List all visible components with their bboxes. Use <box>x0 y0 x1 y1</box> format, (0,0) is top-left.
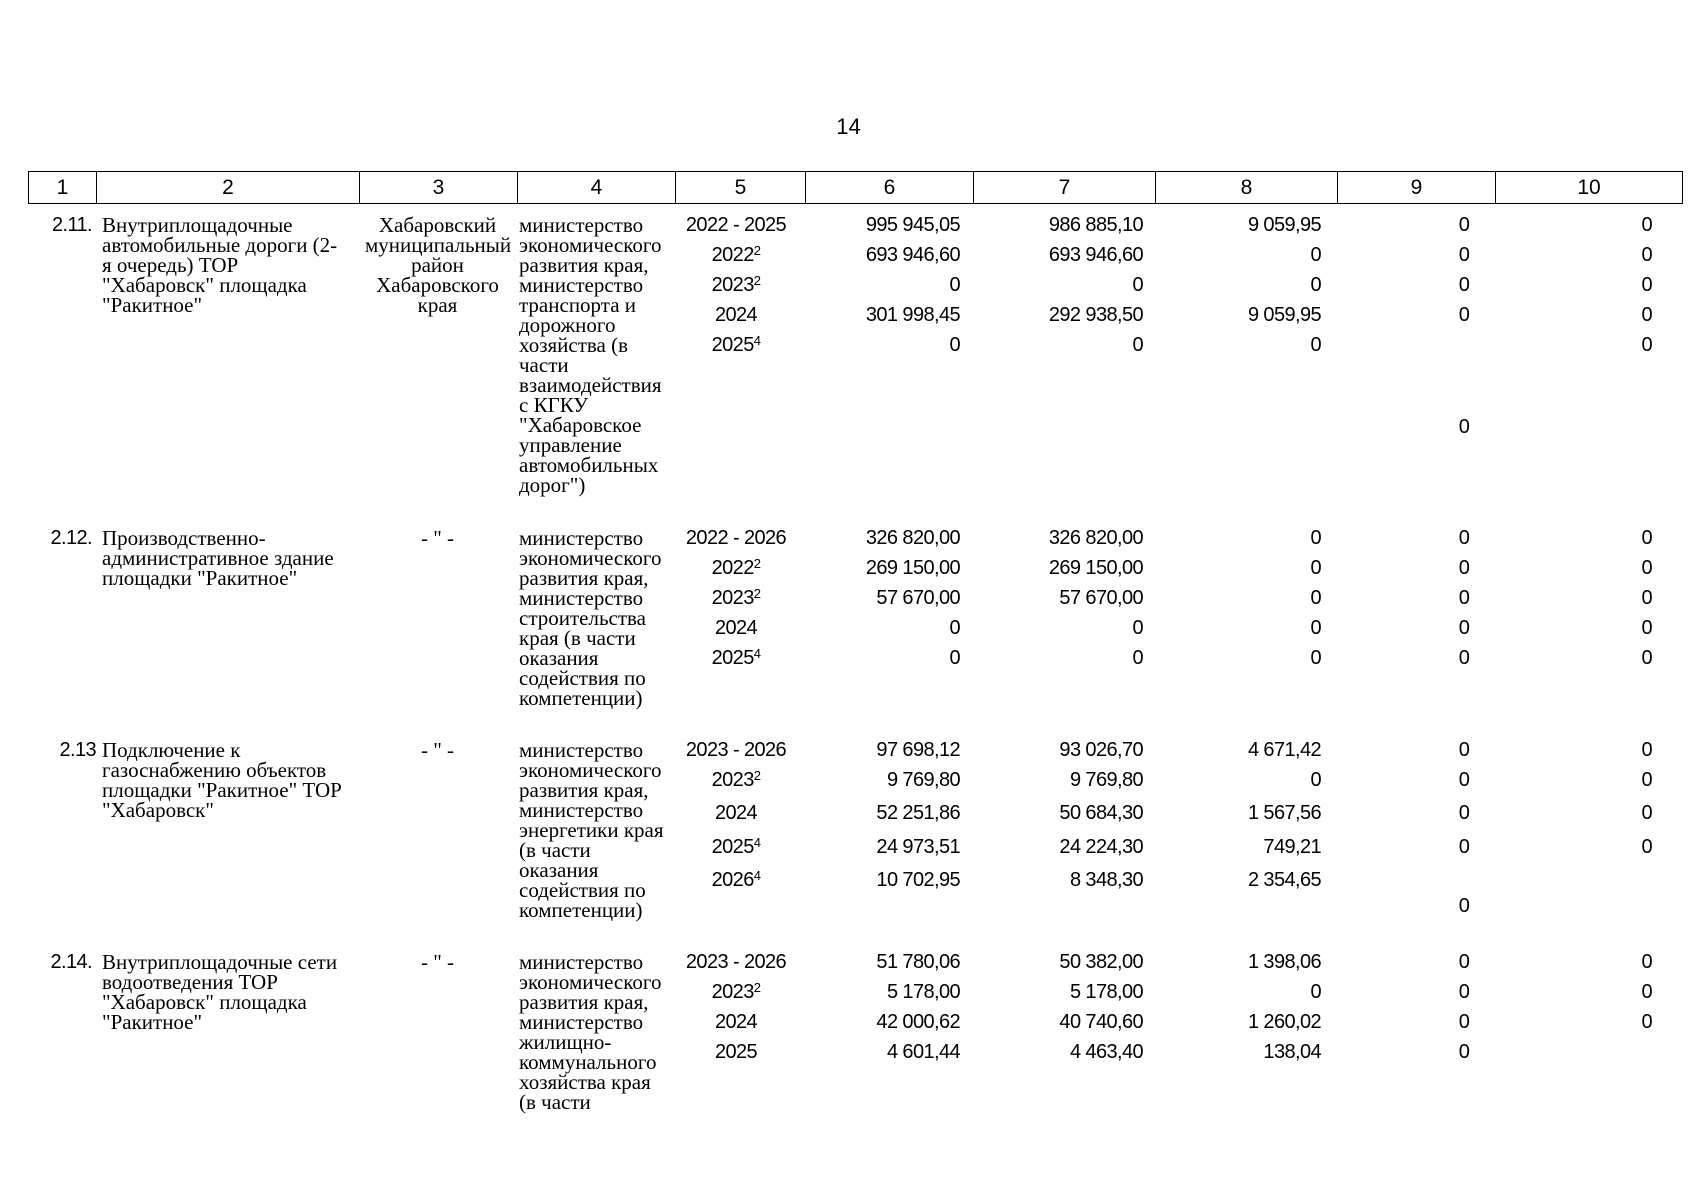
other-sources-value: 0 <box>1641 587 1652 609</box>
federal-budget-value: 0 <box>1132 617 1143 639</box>
municipal-budget-value: 0 <box>1458 304 1470 326</box>
federal-budget-value: 5 178,00 <box>1069 981 1143 1003</box>
regional-budget-value: 4 671,42 <box>1247 739 1321 761</box>
territory: - " - <box>420 738 455 762</box>
year-value: 2022 <box>711 557 754 579</box>
federal-budget-value: 40 740,60 <box>1059 1011 1143 1033</box>
total-value: 326 820,00 <box>865 527 960 549</box>
federal-budget-value: 93 026,70 <box>1059 739 1143 761</box>
regional-budget-value: 138,04 <box>1263 1041 1321 1063</box>
regional-budget-value: 2 354,65 <box>1247 869 1321 891</box>
footnote-mark: 4 <box>753 835 761 850</box>
municipal-budget-value: 0 <box>1458 836 1470 858</box>
column-header: 3 <box>360 172 518 204</box>
year-value: 2024 <box>714 1011 758 1033</box>
total-value: 4 601,44 <box>886 1041 960 1063</box>
year-cell <box>666 1012 806 1032</box>
column-header: 8 <box>1156 172 1338 204</box>
year-value: 2022 - 2026 <box>685 527 787 549</box>
total-value: 24 973,51 <box>876 836 960 858</box>
year-value: 2023 - 2026 <box>685 739 787 761</box>
column-header: 7 <box>974 172 1156 204</box>
year-cell <box>666 215 806 235</box>
year-value: 2025 <box>714 1041 758 1063</box>
federal-budget-value: 292 938,50 <box>1048 304 1143 326</box>
regional-budget-value: 0 <box>1310 244 1321 266</box>
federal-budget-value: 24 224,30 <box>1059 836 1143 858</box>
territory: - " - <box>420 950 455 974</box>
object-name: Внутриплощадочные автомобильные дороги (2-я очередь) ТОР "Хабаровск" площадка "Ракитное" <box>102 213 338 317</box>
federal-budget-value: 986 885,10 <box>1048 214 1143 236</box>
federal-budget-value: 50 684,30 <box>1059 802 1143 824</box>
footnote-mark: 2 <box>753 556 761 571</box>
other-sources-value: 0 <box>1641 981 1652 1003</box>
regional-budget-value: 0 <box>1310 274 1321 296</box>
municipal-budget-value: 0 <box>1458 557 1470 579</box>
total-value: 995 945,05 <box>865 214 960 236</box>
footnote-mark: 4 <box>753 868 761 883</box>
territory: - " - <box>420 526 455 550</box>
municipal-budget-value: 0 <box>1458 274 1470 296</box>
year-cell <box>666 528 806 548</box>
federal-budget-value: 0 <box>1132 334 1143 356</box>
year-cell <box>666 305 806 325</box>
year-cell <box>666 588 806 608</box>
column-header-row <box>28 171 1683 204</box>
total-value: 57 670,00 <box>876 587 960 609</box>
regional-budget-value: 0 <box>1310 981 1321 1003</box>
municipal-budget-value: 0 <box>1458 617 1470 639</box>
municipal-budget-value: 0 <box>1458 895 1470 917</box>
total-value: 269 150,00 <box>865 557 960 579</box>
regional-budget-value: 1 398,06 <box>1247 951 1321 973</box>
other-sources-value: 0 <box>1641 951 1652 973</box>
footnote-mark: 2 <box>753 980 761 995</box>
object-name: Внутриплощадочные сети водоотведения ТОР "Хабаровск" площадка "Ракитное" <box>102 950 338 1034</box>
total-value: 0 <box>949 647 960 669</box>
regional-budget-value: 0 <box>1310 647 1321 669</box>
footnote-mark: 2 <box>753 243 761 258</box>
total-value: 0 <box>949 334 960 356</box>
responsible-executor: министерство экономического развития края, министерство транспорта и дорожного хозяйства (в части взаимодействия с КГКУ "Хабаровское управление автомобильных дорог") <box>519 213 662 497</box>
year-cell <box>666 275 806 295</box>
federal-budget-value: 9 769,80 <box>1069 769 1143 791</box>
municipal-budget-value: 0 <box>1458 739 1470 761</box>
total-value: 10 702,95 <box>876 869 960 891</box>
federal-budget-value: 4 463,40 <box>1069 1041 1143 1063</box>
municipal-budget-value: 0 <box>1458 244 1470 266</box>
year-value: 2024 <box>714 304 758 326</box>
object-name: Производственно-административное здание площадки "Ракитное" <box>102 526 334 590</box>
municipal-budget-value: 0 <box>1458 214 1470 236</box>
year-value: 2025 <box>711 334 754 356</box>
year-cell <box>666 770 806 790</box>
regional-budget-value: 9 059,95 <box>1247 214 1321 236</box>
year-cell <box>666 982 806 1002</box>
footnote-mark: 2 <box>753 273 761 288</box>
territory: Хабаровский муниципальный район Хабаровского края <box>365 213 512 317</box>
regional-budget-value: 749,21 <box>1263 836 1321 858</box>
row-number: 2.12. <box>50 527 92 549</box>
total-value: 97 698,12 <box>876 739 960 761</box>
other-sources-value: 0 <box>1641 769 1652 791</box>
column-header: 10 <box>1496 172 1683 204</box>
total-value: 0 <box>949 617 960 639</box>
other-sources-value: 0 <box>1641 527 1652 549</box>
year-value: 2023 <box>711 769 754 791</box>
year-cell <box>666 837 806 857</box>
row-number: 2.11. <box>52 214 92 236</box>
total-value: 52 251,86 <box>876 802 960 824</box>
other-sources-value: 0 <box>1641 836 1652 858</box>
total-value: 693 946,60 <box>865 244 960 266</box>
footnote-mark: 4 <box>753 646 761 661</box>
year-cell <box>666 952 806 972</box>
regional-budget-value: 1 260,02 <box>1247 1011 1321 1033</box>
column-header: 9 <box>1338 172 1496 204</box>
page-number: 14 <box>836 114 861 139</box>
column-header: 2 <box>97 172 360 204</box>
municipal-budget-value: 0 <box>1458 1011 1470 1033</box>
other-sources-value: 0 <box>1641 739 1652 761</box>
year-value: 2023 <box>711 274 754 296</box>
municipal-budget-value: 0 <box>1458 1041 1470 1063</box>
federal-budget-value: 693 946,60 <box>1048 244 1143 266</box>
total-value: 5 178,00 <box>886 981 960 1003</box>
municipal-budget-value: 0 <box>1458 527 1470 549</box>
object-name: Подключение к газоснабжению объектов площадки "Ракитное" ТОР "Хабаровск" <box>102 738 342 822</box>
year-value: 2023 - 2026 <box>685 951 787 973</box>
regional-budget-value: 1 567,56 <box>1247 802 1321 824</box>
other-sources-value: 0 <box>1641 802 1652 824</box>
total-value: 301 998,45 <box>865 304 960 326</box>
regional-budget-value: 0 <box>1310 557 1321 579</box>
year-cell <box>666 740 806 760</box>
other-sources-value: 0 <box>1641 274 1652 296</box>
federal-budget-value: 326 820,00 <box>1048 527 1143 549</box>
municipal-budget-value: 0 <box>1458 802 1470 824</box>
year-value: 2022 <box>711 244 754 266</box>
municipal-budget-value: 0 <box>1458 769 1470 791</box>
column-header: 1 <box>29 172 97 204</box>
year-cell <box>666 618 806 638</box>
footnote-mark: 2 <box>753 768 761 783</box>
year-cell <box>666 1042 806 1062</box>
year-value: 2023 <box>711 587 754 609</box>
other-sources-value: 0 <box>1641 1011 1652 1033</box>
other-sources-value: 0 <box>1641 617 1652 639</box>
row-number: 2.13 <box>59 739 96 761</box>
regional-budget-value: 0 <box>1310 334 1321 356</box>
other-sources-value: 0 <box>1641 304 1652 326</box>
federal-budget-value: 269 150,00 <box>1048 557 1143 579</box>
other-sources-value: 0 <box>1641 244 1652 266</box>
year-value: 2022 - 2025 <box>685 214 787 236</box>
year-value: 2025 <box>711 836 754 858</box>
federal-budget-value: 57 670,00 <box>1059 587 1143 609</box>
year-cell <box>666 803 806 823</box>
other-sources-value: 0 <box>1641 214 1652 236</box>
year-cell <box>666 648 806 668</box>
federal-budget-value: 8 348,30 <box>1069 869 1143 891</box>
regional-budget-value: 0 <box>1310 769 1321 791</box>
year-value: 2023 <box>711 981 754 1003</box>
footnote-mark: 2 <box>753 586 761 601</box>
other-sources-value: 0 <box>1641 557 1652 579</box>
municipal-budget-value: 0 <box>1458 416 1470 438</box>
year-value: 2024 <box>714 617 758 639</box>
regional-budget-value: 0 <box>1310 587 1321 609</box>
row-number: 2.14. <box>50 951 92 973</box>
municipal-budget-value: 0 <box>1458 951 1470 973</box>
year-value: 2025 <box>711 647 754 669</box>
total-value: 42 000,62 <box>876 1011 960 1033</box>
total-value: 51 780,06 <box>876 951 960 973</box>
year-cell <box>666 870 806 890</box>
footnote-mark: 4 <box>753 333 761 348</box>
column-header: 5 <box>676 172 806 204</box>
responsible-executor: министерство экономического развития края, министерство строительства края (в части оказания содействия по компетенции) <box>519 526 662 710</box>
column-header: 6 <box>806 172 974 204</box>
year-value: 2026 <box>711 869 754 891</box>
regional-budget-value: 0 <box>1310 617 1321 639</box>
total-value: 9 769,80 <box>886 769 960 791</box>
year-cell <box>666 245 806 265</box>
federal-budget-value: 0 <box>1132 274 1143 296</box>
responsible-executor: министерство экономического развития края, министерство жилищно-коммунального хозяйства края (в части <box>519 950 662 1114</box>
other-sources-value: 0 <box>1641 647 1652 669</box>
regional-budget-value: 0 <box>1310 527 1321 549</box>
year-value: 2024 <box>714 802 758 824</box>
responsible-executor: министерство экономического развития края, министерство энергетики края (в части оказания содействия по компетенции) <box>519 738 664 922</box>
year-cell <box>666 335 806 355</box>
other-sources-value: 0 <box>1641 334 1652 356</box>
column-header: 4 <box>518 172 676 204</box>
federal-budget-value: 50 382,00 <box>1059 951 1143 973</box>
year-cell <box>666 558 806 578</box>
regional-budget-value: 9 059,95 <box>1247 304 1321 326</box>
municipal-budget-value: 0 <box>1458 587 1470 609</box>
federal-budget-value: 0 <box>1132 647 1143 669</box>
municipal-budget-value: 0 <box>1458 981 1470 1003</box>
total-value: 0 <box>949 274 960 296</box>
municipal-budget-value: 0 <box>1458 647 1470 669</box>
